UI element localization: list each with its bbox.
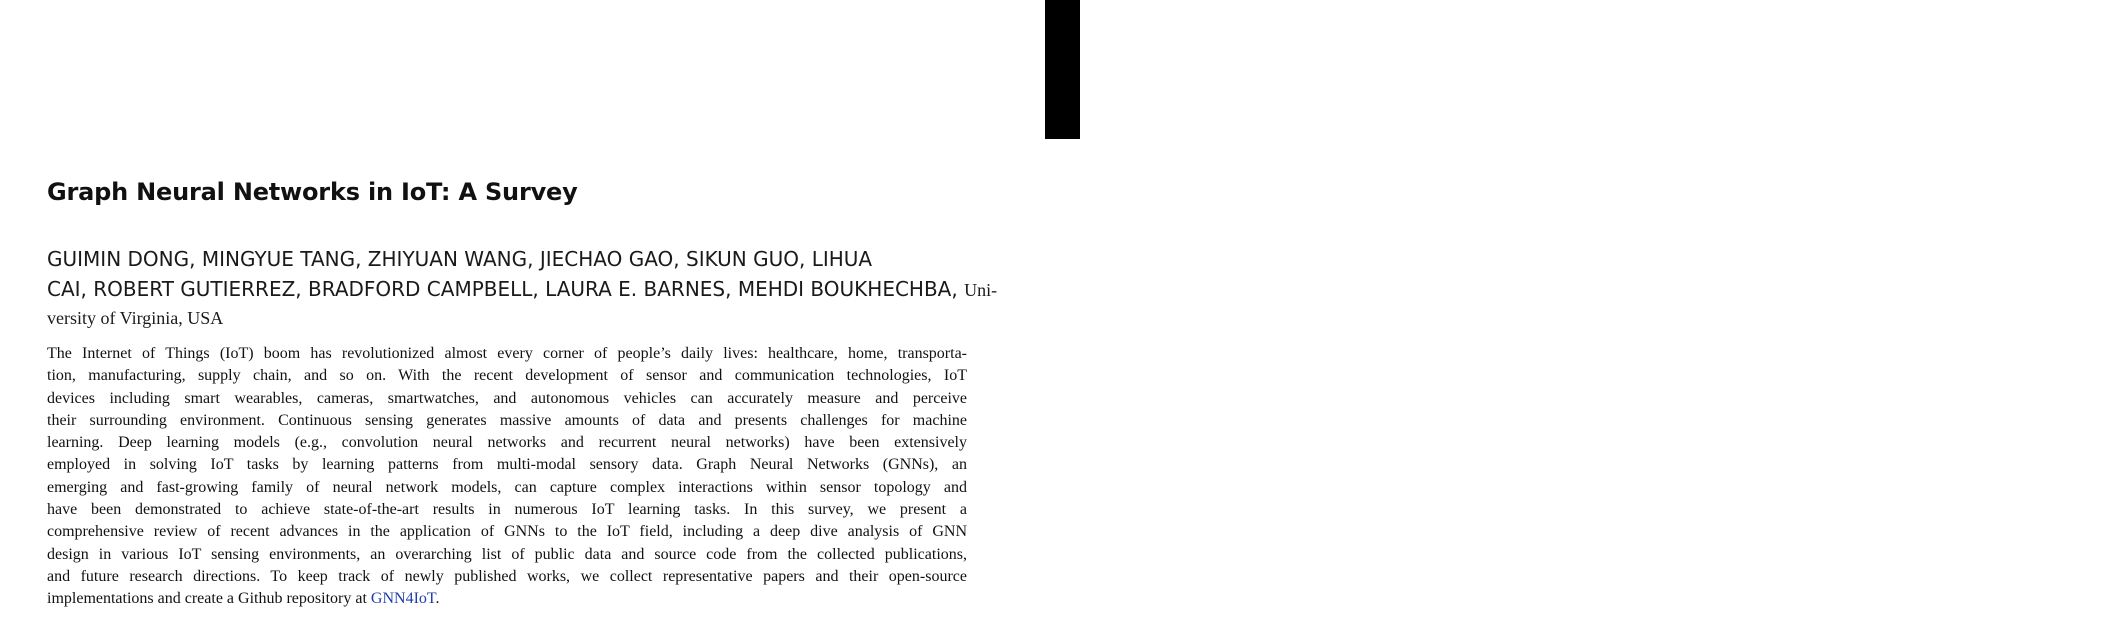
paper-title: Graph Neural Networks in IoT: A Survey <box>47 178 578 206</box>
abstract-last-line-prefix: implementations and create a Github repository at <box>47 590 367 608</box>
abstract-line: and future research directions. To keep track of newly published works, we collect representative papers and their open-source <box>47 567 967 585</box>
page-number: 1 <box>2113 51 2128 75</box>
abstract-line: have been demonstrated to achieve state-of-the-art results in numerous IoT learning tasks. In this survey, we present a <box>47 501 967 519</box>
abstract-line: The Internet of Things (IoT) boom has revolutionized almost every corner of people’s daily lives: healthcare, home, transporta- <box>47 345 967 362</box>
authors-line-1: GUIMIN DONG, MINGYUE TANG, ZHIYUAN WANG, JIECHAO GAO, SIKUN GUO, LIHUA <box>47 247 873 271</box>
author-block <box>47 244 1072 329</box>
abstract-line: learning. Deep learning models (e.g., convolution neural networks and recurrent neural networks) have been extensively <box>47 434 967 452</box>
abstract <box>47 343 967 611</box>
github-repo-link[interactable]: GNN4IoT <box>370 590 436 608</box>
abstract-last-line <box>47 588 967 610</box>
abstract-line: design in various IoT sensing environments, an overarching list of public data and source code from the collected publications, <box>47 545 967 563</box>
abstract-line: comprehensive review of recent advances in the application of GNNs to the IoT field, including a deep dive analysis of GNN <box>47 523 967 541</box>
abstract-line: employed in solving IoT tasks by learning patterns from multi-modal sensory data. Graph Neural Networks (GNNs), an <box>47 456 967 474</box>
abstract-line: devices including smart wearables, cameras, smartwatches, and autonomous vehicles can accurately measure and perceive <box>47 389 967 407</box>
authors-line-2 <box>47 274 1072 305</box>
affiliation-part-1: Uni- <box>964 280 998 300</box>
page-number-tab <box>1045 0 2128 139</box>
abstract-line: tion, manufacturing, supply chain, and so on. With the recent development of sensor and communication technologies, IoT <box>47 367 967 385</box>
authors-line-2-text: CAI, ROBERT GUTIERREZ, BRADFORD CAMPBELL, LAURA E. BARNES, MEHDI BOUKHECHBA, <box>47 277 958 301</box>
abstract-line: their surrounding environment. Continuous sensing generates massive amounts of data and presents challenges for machine <box>47 411 967 429</box>
affiliation-part-2: versity of Virginia, USA <box>47 308 224 328</box>
abstract-line: emerging and fast-growing family of neural network models, can capture complex interactions within sensor topology and <box>47 478 967 496</box>
abstract-last-line-suffix: . <box>435 590 440 608</box>
